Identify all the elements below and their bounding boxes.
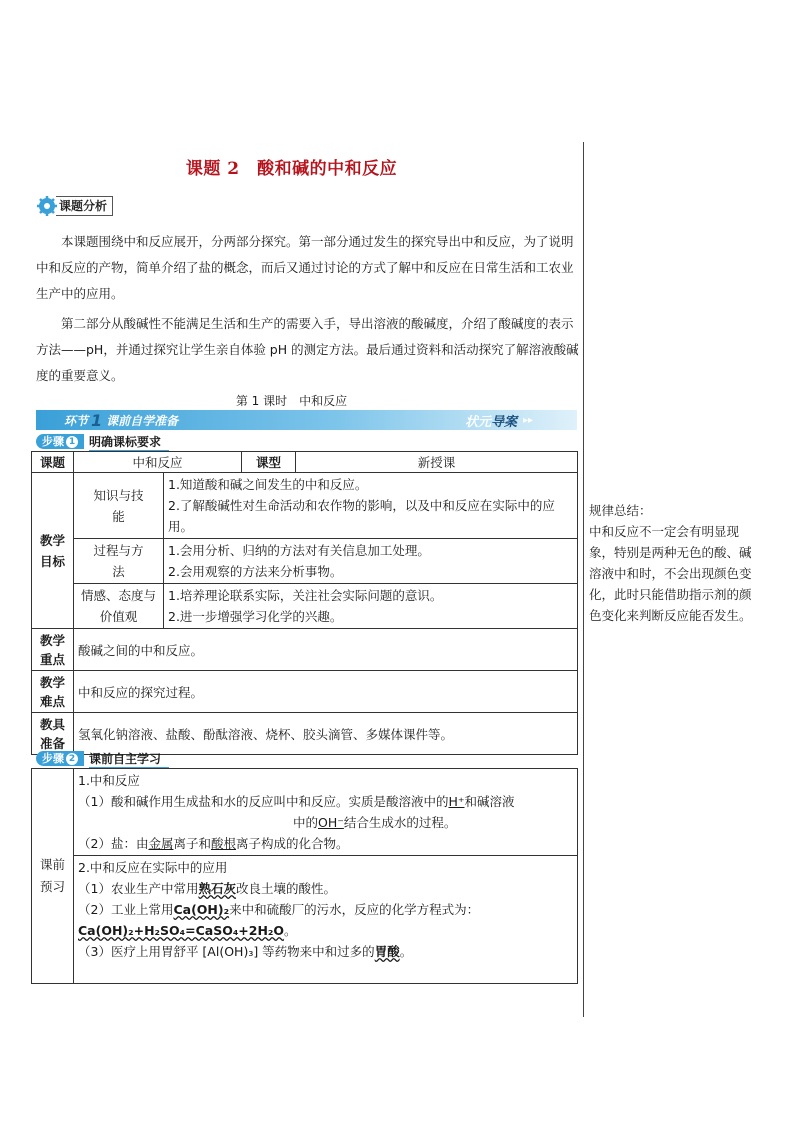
analysis-label: 课题分析 [56, 196, 113, 216]
section-2-equation [78, 920, 573, 941]
intro-paragraph-1: 本课题围绕中和反应展开，分两部分探究。第一部分通过发生的探究导出中和反应，为了说明中和反应的产物，简单介绍了盐的概念，而后又通过讨论的方式了解中和反应在日常生活和工农业生产中的应用。 [36, 234, 574, 301]
process-item-2: 2.会用观察的方法来分析事物。 [168, 564, 343, 579]
side-note-text: 中和反应不一定会有明显现象，特别是两种无色的酸、碱溶液中和时，不会出现颜色变化，此时只能借助指示剂的颜色变化来判断反应能否发生。 [589, 524, 752, 623]
s1-c2: 金属 [148, 836, 174, 851]
step-1-pill [36, 434, 84, 449]
knowledge-label-text: 知识与技能 [93, 487, 144, 524]
step-1-title: 明确课标要求 [89, 433, 169, 451]
knowledge-label [74, 473, 164, 539]
s1-a2: 酸和碱作用生成盐和水的反应叫中和反应。实质是酸溶液中的 [110, 794, 449, 809]
process-label-text: 过程与方法 [93, 543, 144, 579]
band-huanjie: 环节 [64, 413, 89, 428]
step-2-pill [36, 751, 84, 766]
s2-caoh2: Ca(OH)₂ [173, 902, 230, 917]
band-number: 1 [91, 410, 103, 430]
section-2-title: 2.中和反应在实际中的应用 [78, 860, 228, 875]
difficulty: 中和反应的探究过程。 [74, 671, 578, 713]
s2-c3: 。 [399, 944, 413, 959]
section-application [74, 856, 578, 984]
double-arrow-icon: ▸▸ [522, 414, 533, 426]
difficulty-label-text: 教学难点 [39, 674, 65, 709]
side-note-title: 规律总结： [589, 503, 652, 518]
cell-type-label: 课型 [242, 452, 296, 473]
step-2-pill-label: 步骤 [42, 752, 64, 765]
s1-c1: （2）盐：由 [78, 836, 149, 851]
band-right-b: 导案 [490, 414, 517, 430]
margin-divider [583, 142, 584, 1017]
section-1-item-1-cont [78, 812, 573, 833]
s2-eq-end: 。 [284, 923, 297, 938]
cell-subject-label: 课题 [32, 452, 74, 473]
process-item-1: 1.会用分析、归纳的方法对有关信息加工处理。 [168, 543, 430, 558]
s2-equation: Ca(OH)₂+H₂SO₄=CaSO₄+2H₂O [78, 923, 285, 938]
s1-b2: 结合生成水的过程。 [343, 815, 457, 830]
goals-table [31, 451, 578, 755]
preview-label-text: 课前预习 [39, 857, 65, 894]
key-point: 酸碱之间的中和反应。 [74, 629, 578, 671]
goal-label-text: 教学目标 [39, 532, 65, 569]
s1-b1: 中的 [293, 815, 319, 830]
section-2-item-2 [78, 899, 573, 920]
process-content [164, 539, 578, 584]
process-label [74, 539, 164, 584]
key-point-label [32, 629, 74, 671]
s2-a1: （1）农业生产中常用 [78, 881, 199, 896]
emotion-item-1: 1.培养理论联系实际，关注社会实际问题的意识。 [168, 588, 443, 603]
emotion-item-2: 2.进一步增强学习化学的兴趣。 [168, 609, 343, 624]
s1-c4: 酸根 [210, 836, 236, 851]
step-1-pill-label: 步骤 [42, 435, 64, 448]
s1-a1: （1） [78, 794, 111, 809]
cell-type: 新授课 [296, 452, 578, 473]
knowledge-item-1: 1.知道酸和碱之间发生的中和反应。 [168, 477, 368, 492]
knowledge-content [164, 473, 578, 539]
preview-label [32, 769, 74, 984]
key-point-label-text: 教学重点 [39, 632, 65, 667]
s2-stomach-acid: 胃酸 [374, 944, 400, 959]
difficulty-label [32, 671, 74, 713]
s1-h-ion: H⁺ [448, 794, 465, 809]
materials-label-text: 教具准备 [39, 716, 65, 751]
s2-c1: （3）医疗上用胃舒平 [Al(OH)₃] 等药物来中和过多的 [78, 944, 375, 959]
materials-label [32, 713, 74, 755]
section-2-item-3 [78, 941, 573, 962]
s2-b1: （2）工业上常用 [78, 902, 174, 917]
section-2-item-1 [78, 878, 573, 899]
materials: 氢氧化钠溶液、盐酸、酚酞溶液、烧杯、胶头滴管、多媒体课件等。 [74, 713, 578, 755]
emotion-label [74, 584, 164, 629]
band-title: 课前自学准备 [106, 413, 179, 428]
s2-slaked-lime: 熟石灰 [198, 881, 236, 896]
s1-oh-ion: OH⁻ [318, 815, 344, 830]
step-1-number: 1 [66, 436, 78, 448]
emotion-content [164, 584, 578, 629]
side-note [589, 500, 761, 626]
analysis-badge [36, 196, 113, 216]
step-2-title: 课前自主学习 [89, 750, 169, 768]
step-1-header [36, 434, 169, 449]
step-2-header [36, 751, 169, 766]
s1-c5: 离子构成的化合物。 [236, 836, 349, 851]
section-1-title: 1.中和反应 [78, 773, 140, 788]
step-2-number: 2 [66, 753, 78, 765]
s2-a3: 改良土壤的酸性。 [235, 881, 336, 896]
knowledge-item-2: 2.了解酸碱性对生命活动和农作物的影响，以及中和反应在实际中的应用。 [168, 498, 555, 534]
emotion-label-text: 情感、态度与价值观 [80, 588, 156, 624]
gear-icon [36, 195, 58, 217]
band-right-a: 状元 [464, 414, 491, 430]
page-title: 课题 2 酸和碱的中和反应 [185, 159, 398, 179]
goal-label [32, 473, 74, 629]
s2-b3: 来中和硫酸厂的污水，反应的化学方程式为： [229, 902, 480, 917]
s1-a3: 和碱溶液 [464, 794, 515, 809]
section-1-item-1 [78, 791, 573, 812]
section-1-item-2 [78, 833, 573, 854]
cell-subject: 中和反应 [74, 452, 242, 473]
band-right-label [465, 411, 517, 430]
lesson-subtitle: 第 1 课时 中和反应 [235, 394, 348, 408]
intro-paragraph-2: 第二部分从酸碱性不能满足生活和生产的需要入手，导出溶液的酸碱度，介绍了酸碱度的表示方法——pH，并通过探究让学生亲自体验 pH 的测定方法。最后通过资料和活动探究了解溶液酸碱度的重要意义。 [36, 316, 579, 383]
preview-table [31, 768, 578, 984]
s1-c3: 离子和 [173, 836, 211, 851]
section-neutralization [74, 769, 578, 856]
section-band [36, 410, 577, 430]
